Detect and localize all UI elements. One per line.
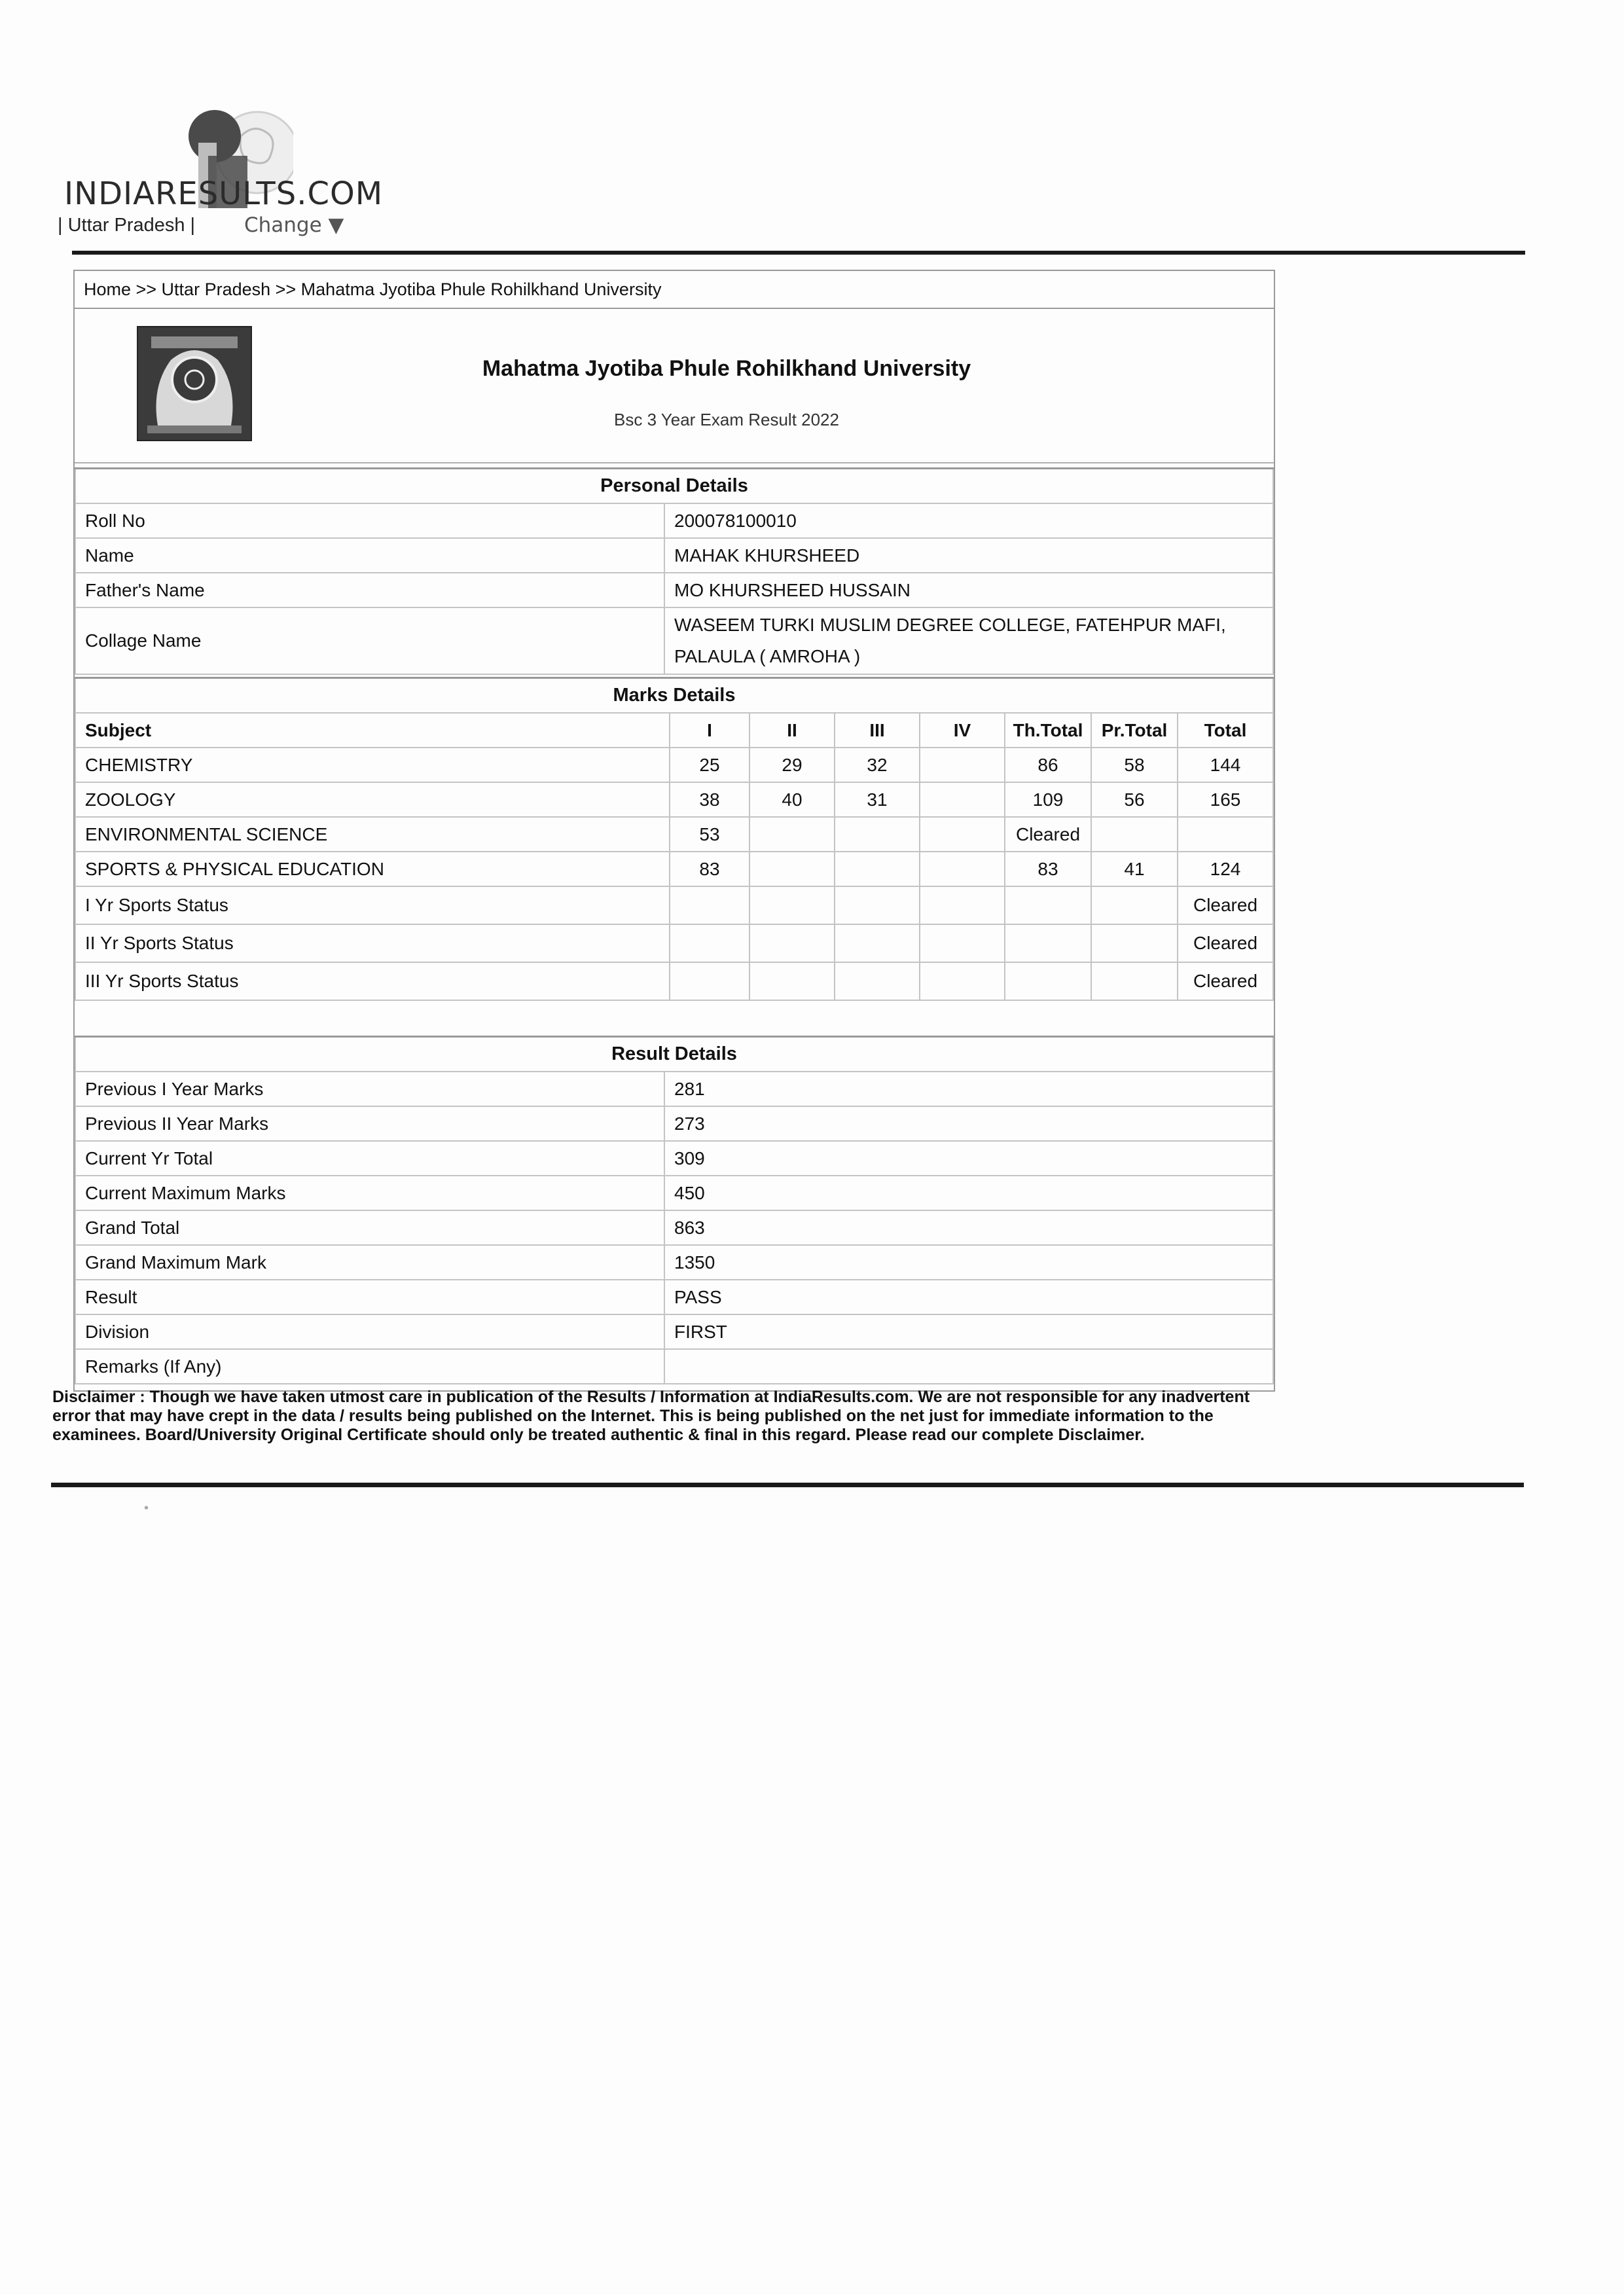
mark-cell [920, 817, 1005, 852]
table-row [75, 1072, 1273, 1106]
brand-name[interactable]: INDIARESULTS.COM [64, 175, 384, 212]
pr-total-cell: 58 [1091, 748, 1178, 782]
table-row [75, 1141, 1273, 1176]
mark-cell [749, 962, 835, 1000]
division-label: Division [75, 1314, 664, 1349]
subject-cell: I Yr Sports Status [75, 886, 670, 924]
result-details-table [75, 1036, 1274, 1384]
result-panel [73, 270, 1275, 1392]
current-yr-total-value: 309 [664, 1141, 1273, 1176]
table-row [75, 607, 1273, 674]
subject-cell: ZOOLOGY [75, 782, 670, 817]
th-total-cell: Cleared [1005, 817, 1091, 852]
header-divider [72, 251, 1525, 255]
mark-cell [835, 924, 920, 962]
mark-cell: 25 [670, 748, 749, 782]
table-row [75, 1349, 1273, 1384]
scan-artifact: •​ [144, 1501, 149, 1515]
prev-2yr-label: Previous II Year Marks [75, 1106, 664, 1141]
prev-1yr-label: Previous I Year Marks [75, 1072, 664, 1106]
table-row [75, 748, 1273, 782]
total-cell [1178, 817, 1273, 852]
subject-cell: II Yr Sports Status [75, 924, 670, 962]
th-total-cell [1005, 962, 1091, 1000]
grand-max-value: 1350 [664, 1245, 1273, 1280]
mark-cell [835, 817, 920, 852]
subject-cell: III Yr Sports Status [75, 962, 670, 1000]
col-i: I [670, 713, 749, 748]
mark-cell [749, 817, 835, 852]
total-cell: 165 [1178, 782, 1273, 817]
total-cell: 124 [1178, 852, 1273, 886]
col-subject: Subject [75, 713, 670, 748]
name-value: MAHAK KHURSHEED [664, 538, 1273, 573]
breadcrumb [75, 271, 1274, 309]
personal-details-heading: Personal Details [75, 469, 1273, 504]
mark-cell: 40 [749, 782, 835, 817]
grand-total-value: 863 [664, 1210, 1273, 1245]
table-row [75, 1314, 1273, 1349]
table-row [75, 886, 1273, 924]
mark-cell: 32 [835, 748, 920, 782]
table-row [75, 962, 1273, 1000]
col-pr-total: Pr.Total [1091, 713, 1178, 748]
grand-total-label: Grand Total [75, 1210, 664, 1245]
mark-cell: 29 [749, 748, 835, 782]
state-label: | Uttar Pradesh | [58, 215, 196, 236]
result-details-heading: Result Details [75, 1037, 1273, 1072]
mark-cell [920, 748, 1005, 782]
col-th-total: Th.Total [1005, 713, 1091, 748]
mark-cell: 83 [670, 852, 749, 886]
mark-cell [920, 924, 1005, 962]
table-row [75, 1106, 1273, 1141]
total-cell: Cleared [1178, 886, 1273, 924]
mark-cell: 38 [670, 782, 749, 817]
exam-title: Bsc 3 Year Exam Result 2022 [614, 410, 839, 429]
change-state-link[interactable]: Change ▼ [244, 213, 344, 237]
result-label: Result [75, 1280, 664, 1314]
current-max-value: 450 [664, 1176, 1273, 1210]
table-row [75, 924, 1273, 962]
table-row [75, 573, 1273, 607]
pr-total-cell: 41 [1091, 852, 1178, 886]
th-total-cell: 83 [1005, 852, 1091, 886]
mark-cell [670, 962, 749, 1000]
footer-divider [51, 1483, 1524, 1487]
mark-cell [835, 852, 920, 886]
table-row [75, 782, 1273, 817]
result-value: PASS [664, 1280, 1273, 1314]
college-name-value: WASEEM TURKI MUSLIM DEGREE COLLEGE, FATEHPUR MAFI, PALAULA ( AMROHA ) [664, 607, 1273, 674]
table-row [75, 852, 1273, 886]
prev-1yr-value: 281 [664, 1072, 1273, 1106]
current-yr-total-label: Current Yr Total [75, 1141, 664, 1176]
mark-cell [670, 924, 749, 962]
marks-details-heading: Marks Details [75, 678, 1273, 714]
father-name-value: MO KHURSHEED HUSSAIN [664, 573, 1273, 607]
pr-total-cell [1091, 817, 1178, 852]
total-cell: Cleared [1178, 962, 1273, 1000]
th-total-cell [1005, 924, 1091, 962]
mark-cell [920, 852, 1005, 886]
subject-cell: CHEMISTRY [75, 748, 670, 782]
roll-no-value: 200078100010 [664, 503, 1273, 538]
marks-details-table [75, 677, 1274, 1001]
remarks-label: Remarks (If Any) [75, 1349, 664, 1384]
breadcrumb-text[interactable]: Home >> Uttar Pradesh >> Mahatma Jyotiba Phule Rohilkhand University [84, 280, 662, 299]
name-label: Name [75, 538, 664, 573]
mark-cell [920, 886, 1005, 924]
table-row [75, 1176, 1273, 1210]
disclaimer-text: Disclaimer : Though we have taken utmost care in publication of the Results / Information at IndiaResults.com. We are not responsible for any inadvertent error that may have crept in the data / results being published on the Internet. This is being published on the net just for immediate information to the examinees. Board/University Original Certificate should only be treated authentic & final in this regard. Please read our complete Disclaimer. [52, 1388, 1250, 1444]
pr-total-cell [1091, 886, 1178, 924]
father-name-label: Father's Name [75, 573, 664, 607]
col-total: Total [1178, 713, 1273, 748]
total-cell: 144 [1178, 748, 1273, 782]
subject-cell: ENVIRONMENTAL SCIENCE [75, 817, 670, 852]
mark-cell [920, 962, 1005, 1000]
pr-total-cell [1091, 962, 1178, 1000]
current-max-label: Current Maximum Marks [75, 1176, 664, 1210]
table-row [75, 503, 1273, 538]
mark-cell [749, 924, 835, 962]
mark-cell [920, 782, 1005, 817]
mark-cell: 53 [670, 817, 749, 852]
table-row [75, 1280, 1273, 1314]
mark-cell [749, 852, 835, 886]
remarks-value [664, 1349, 1273, 1384]
marks-header-row [75, 713, 1273, 748]
th-total-cell [1005, 886, 1091, 924]
total-cell: Cleared [1178, 924, 1273, 962]
subject-cell: SPORTS & PHYSICAL EDUCATION [75, 852, 670, 886]
division-value: FIRST [664, 1314, 1273, 1349]
table-row [75, 1245, 1273, 1280]
mark-cell [835, 886, 920, 924]
personal-details-table [75, 467, 1274, 675]
th-total-cell: 86 [1005, 748, 1091, 782]
grand-max-label: Grand Maximum Mark [75, 1245, 664, 1280]
col-iv: IV [920, 713, 1005, 748]
college-name-label: Collage Name [75, 607, 664, 674]
table-row [75, 817, 1273, 852]
prev-2yr-value: 273 [664, 1106, 1273, 1141]
mark-cell [749, 886, 835, 924]
th-total-cell: 109 [1005, 782, 1091, 817]
site-header [58, 77, 384, 241]
pr-total-cell [1091, 924, 1178, 962]
mark-cell [670, 886, 749, 924]
roll-no-label: Roll No [75, 503, 664, 538]
table-row [75, 538, 1273, 573]
pr-total-cell: 56 [1091, 782, 1178, 817]
mark-cell: 31 [835, 782, 920, 817]
university-name: Mahatma Jyotiba Phule Rohilkhand University [482, 356, 971, 381]
university-header [75, 312, 1274, 463]
mark-cell [835, 962, 920, 1000]
table-row [75, 1210, 1273, 1245]
col-iii: III [835, 713, 920, 748]
col-ii: II [749, 713, 835, 748]
